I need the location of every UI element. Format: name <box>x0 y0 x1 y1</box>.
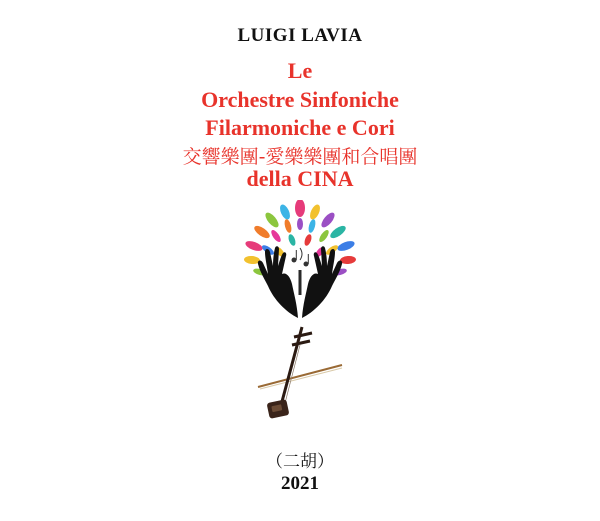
title-chinese: 交響樂團-愛樂樂團和合唱團 <box>182 146 418 168</box>
erhu-peg <box>294 333 312 337</box>
title-line-3: Filarmoniche e Cori <box>205 115 395 140</box>
publication-year: 2021 <box>281 473 319 494</box>
erhu-bow <box>258 365 342 387</box>
erhu-bow-hair <box>260 368 342 389</box>
author-name: LUIGI LAVIA <box>237 25 363 46</box>
caption-text: （二胡） <box>266 452 334 472</box>
hands-tree-illustration <box>240 200 360 325</box>
erhu-illustration <box>250 325 350 425</box>
music-note-icons <box>292 248 309 267</box>
title-line-1: Le <box>287 58 313 83</box>
erhu-peg <box>292 341 310 345</box>
title-line-2: Orchestre Sinfoniche <box>201 87 399 112</box>
erhu-neck <box>280 327 302 409</box>
title-line-4: della CINA <box>246 166 354 191</box>
